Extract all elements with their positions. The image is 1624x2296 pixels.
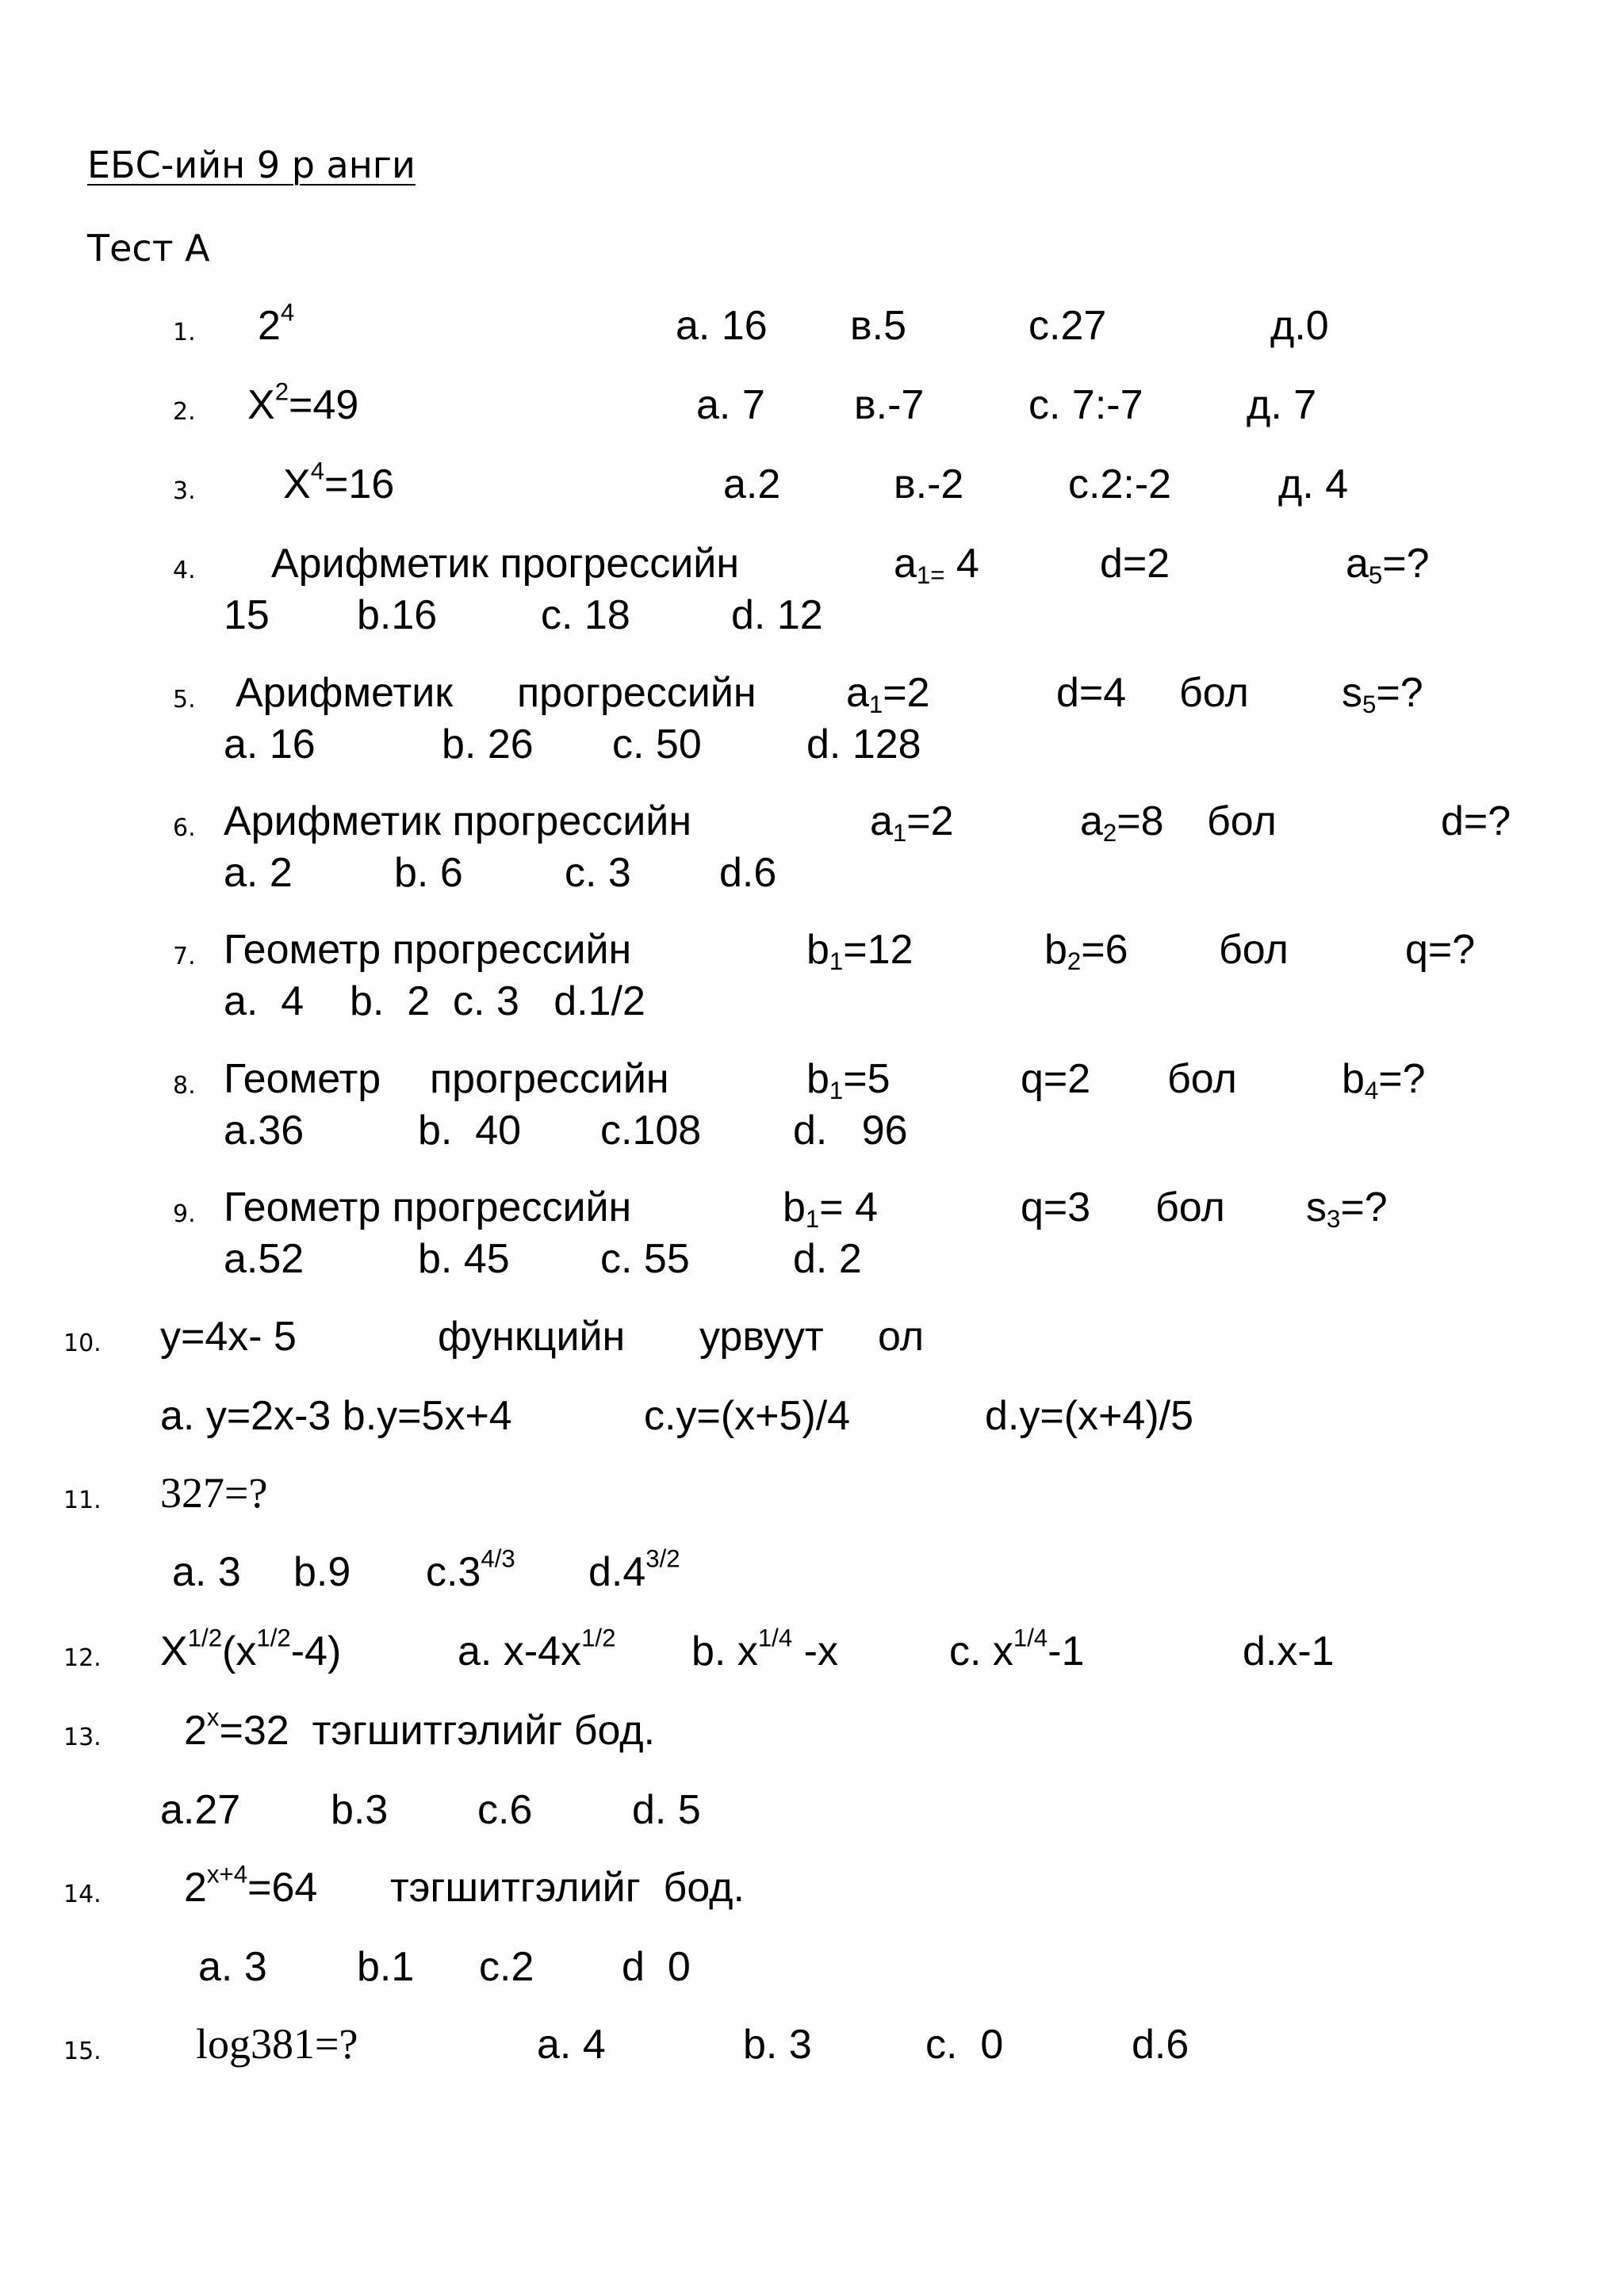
question-param: q=3: [1021, 1184, 1091, 1230]
option-d: d. 5: [632, 1787, 701, 1833]
question-text: функцийн: [438, 1314, 626, 1360]
option-c: c.6: [477, 1787, 533, 1833]
option-b: b. 26: [442, 721, 534, 767]
option-c: c. 0: [925, 2022, 1004, 2068]
option-c: c. 3: [565, 850, 631, 896]
option-c: c. 55: [600, 1236, 690, 1282]
option-c: $c.3^{4/3}$: [426, 1544, 515, 1595]
option-a: a. 7: [696, 382, 765, 428]
question-text: Арифметик: [236, 670, 453, 716]
option-b: в.-2: [894, 461, 964, 507]
question-number: 9.: [173, 1200, 196, 1228]
question-text: Геометр: [224, 1056, 381, 1102]
option-a: a. 2: [224, 850, 293, 896]
question-number: 8.: [173, 1072, 196, 1100]
question-text: Геометр прогрессийн: [224, 927, 632, 973]
option-c: c. 18: [541, 592, 630, 638]
option-b: b. $x^{1/4}$ -x: [691, 1624, 838, 1674]
option-a: a. 16: [224, 721, 316, 767]
question-param: $b_1= 4$: [783, 1184, 879, 1233]
question-expression: $X^4=16$: [283, 457, 395, 507]
question-number: 13.: [63, 1724, 102, 1751]
question-text: тэгшитгэлийг бод.: [390, 1865, 745, 1911]
option-b: b. 40: [418, 1108, 522, 1154]
option-c: c.27: [1028, 303, 1107, 349]
option-c: c. $x^{1/4}-1$: [949, 1624, 1085, 1674]
question-expression: $X^{1/2}(x^{1/2}-4)$: [160, 1624, 342, 1674]
option-a: a.36: [224, 1108, 304, 1154]
question-text: бол: [1155, 1184, 1225, 1230]
question-param: $a_{1=}$ 4: [894, 541, 979, 589]
question-number: 2.: [173, 398, 196, 426]
question-number: 7.: [173, 943, 196, 970]
question-number: 15.: [63, 2038, 102, 2065]
option-d: d. 96: [793, 1108, 908, 1154]
option-a: a. 3: [172, 1549, 241, 1595]
option-b: в.-7: [854, 382, 925, 428]
option-b: b. 3: [743, 2022, 812, 2068]
question-number: 6.: [173, 814, 196, 842]
option-a: a. $x-4x^{1/2}$: [458, 1624, 616, 1674]
question-param: $s_3=$?: [1306, 1184, 1388, 1233]
option-b: b.3: [331, 1787, 389, 1833]
question-param: d=?: [1441, 798, 1511, 844]
question-text: урвуут: [699, 1314, 824, 1360]
question-number: 3.: [173, 477, 196, 505]
option-d: д. 4: [1278, 461, 1349, 507]
test-label: Тест А: [87, 227, 210, 270]
option-a-b: a. y=2x-3 b.y=5x+4: [160, 1393, 512, 1439]
question-number: 1.: [173, 319, 196, 346]
question-number: 10.: [63, 1330, 102, 1357]
option-a: 15: [224, 592, 270, 638]
option-d: d.6: [1132, 2022, 1189, 2068]
question-text: Геометр прогрессийн: [224, 1184, 632, 1230]
option-d: d 0: [622, 1944, 691, 1990]
question-param: $a_1=2$: [846, 670, 930, 718]
option-a: a.27: [160, 1787, 241, 1833]
question-param: $b_4=$?: [1342, 1056, 1426, 1104]
option-c: c.108: [600, 1108, 702, 1154]
option-d: д. 7: [1247, 382, 1317, 428]
question-expression: log381=?: [196, 2020, 358, 2068]
question-expression: y=4x- 5: [160, 1314, 297, 1360]
option-b: в.5: [850, 303, 906, 349]
option-c: c.2: [479, 1944, 534, 1990]
question-number: 4.: [173, 557, 196, 584]
question-text: Арифметик прогрессийн: [224, 798, 692, 844]
option-a: a.52: [224, 1236, 304, 1282]
question-expression: $2^4$: [258, 298, 295, 349]
question-expression: $2^x=32$ тэгшитгэлийг бод.: [184, 1703, 656, 1754]
option-a: a. 4: [537, 2022, 606, 2068]
question-text: бол: [1167, 1056, 1237, 1102]
question-expression: $2^{x+4}=64$: [184, 1860, 318, 1911]
question-text: прогрессийн: [517, 670, 756, 716]
question-text: Арифметик прогрессийн: [271, 541, 740, 587]
question-text: бол: [1207, 798, 1277, 844]
question-expression: $X^2=49$: [247, 377, 359, 428]
question-param: q=2: [1021, 1056, 1091, 1102]
option-b: b.9: [293, 1549, 351, 1595]
option-b: b.1: [357, 1944, 415, 1990]
question-param: $a_2=8$: [1080, 798, 1164, 847]
option-c: c.y=(x+5)/4: [644, 1393, 851, 1439]
question-number: 14.: [63, 1881, 102, 1908]
question-param: $b_1=5$: [806, 1056, 891, 1104]
options-row: a. 4 b. 2 c. 3 d.1/2: [224, 978, 645, 1024]
option-a: a.2: [723, 461, 781, 507]
option-d: d.6: [719, 850, 777, 896]
question-param: $a_5=$?: [1346, 541, 1430, 589]
question-number: 11.: [63, 1487, 102, 1514]
question-param: d=4: [1056, 670, 1127, 716]
question-expression: 327=?: [160, 1469, 268, 1517]
question-number: 5.: [173, 686, 196, 714]
option-b: b. 45: [418, 1236, 510, 1282]
option-b: b. 6: [394, 850, 463, 896]
page-title: ЕБС-ийн 9 р анги: [87, 144, 416, 186]
option-c: c. 50: [612, 721, 702, 767]
option-d: d. 128: [806, 721, 921, 767]
question-param: q=?: [1405, 927, 1476, 973]
option-c: c. 7:-7: [1028, 382, 1143, 428]
question-param: $b_2=6$: [1044, 927, 1128, 975]
option-d: d.x-1: [1243, 1628, 1335, 1674]
question-param: d=2: [1100, 541, 1170, 587]
question-param: $s_5=$?: [1342, 670, 1423, 718]
question-text: бол: [1179, 670, 1249, 716]
question-text: бол: [1219, 927, 1289, 973]
question-param: $a_1=2$: [870, 798, 954, 847]
option-a: a. 16: [676, 303, 768, 349]
question-text: прогрессийн: [430, 1056, 669, 1102]
option-d: d. 12: [731, 592, 823, 638]
option-d: д.0: [1270, 303, 1329, 349]
option-d: $d.4^{3/2}$: [588, 1544, 680, 1595]
option-d: d.y=(x+4)/5: [985, 1393, 1194, 1439]
question-number: 12.: [63, 1644, 102, 1672]
question-text: ол: [878, 1314, 925, 1360]
question-param: $b_1=12$: [806, 927, 914, 975]
option-b: b.16: [357, 592, 438, 638]
option-c: c.2:-2: [1068, 461, 1172, 507]
option-d: d. 2: [793, 1236, 862, 1282]
option-a: a. 3: [198, 1944, 267, 1990]
